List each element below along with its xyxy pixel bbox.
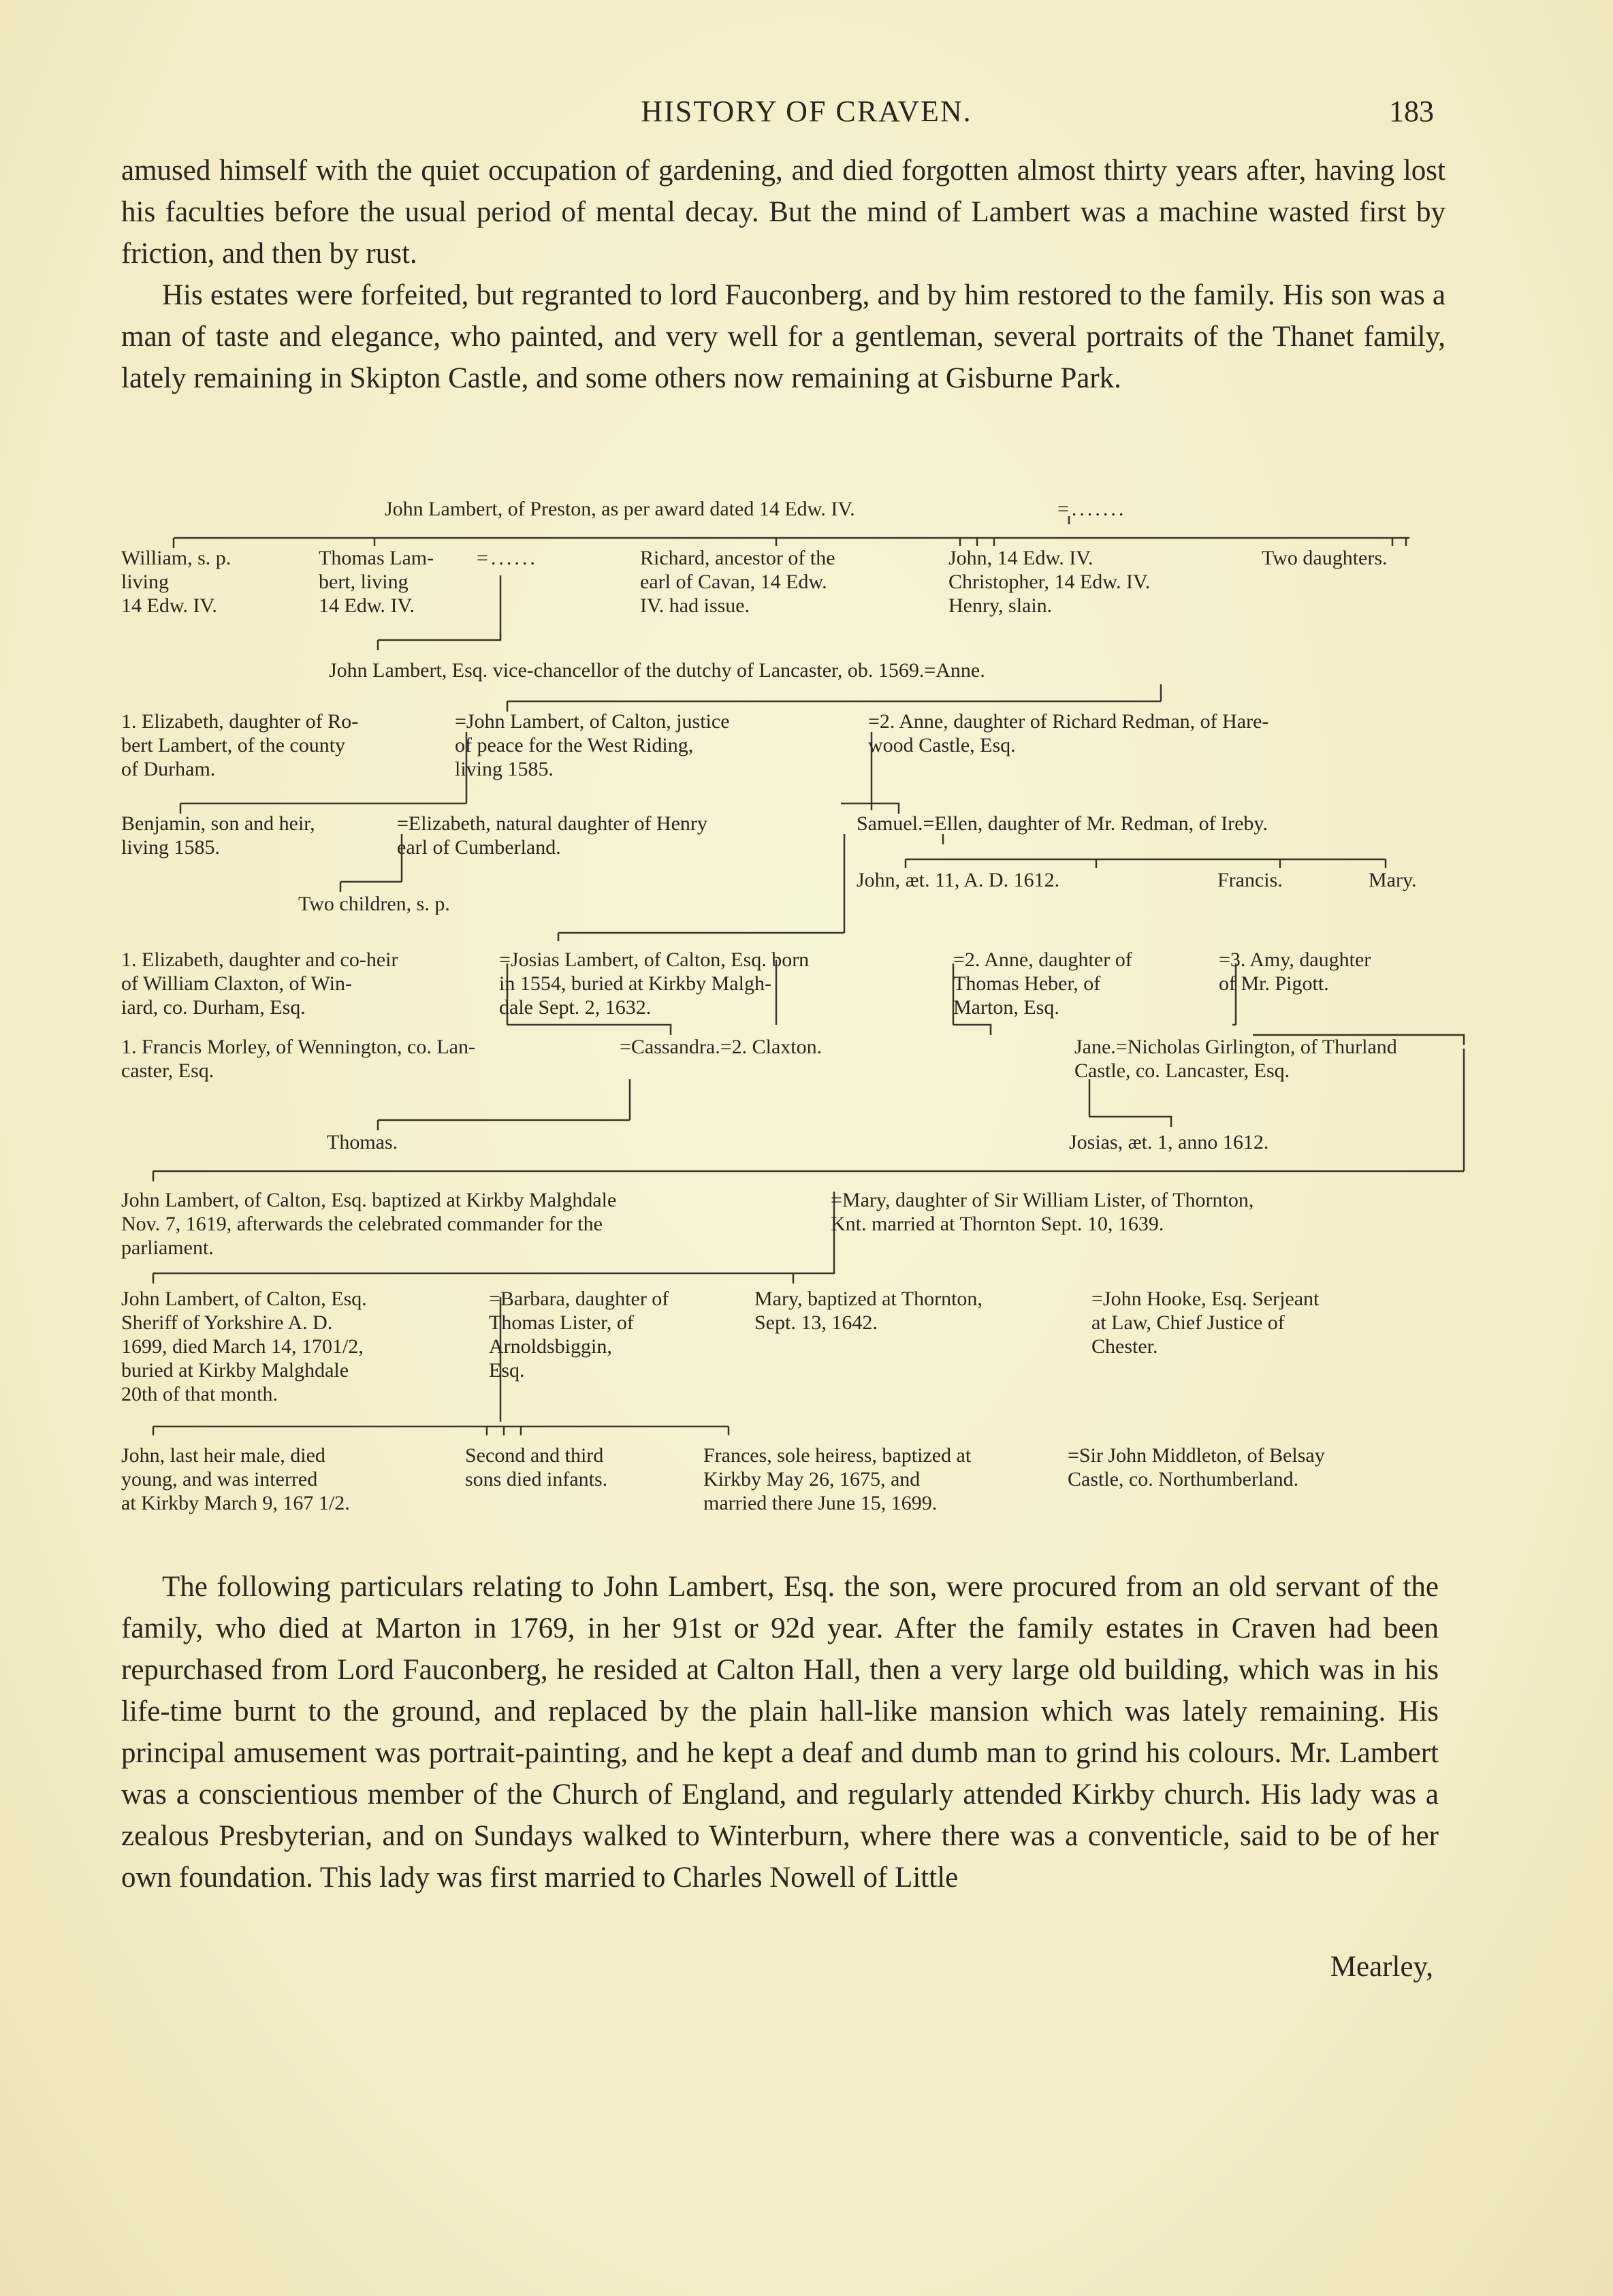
mary-hooke-entry: Mary, baptized at Thornton, Sept. 13, 1642. [754, 1288, 983, 1334]
amy-pigott-entry: =3. Amy, daughter of Mr. Pigott. [1219, 948, 1371, 995]
page-number: 183 [1389, 95, 1434, 128]
preston-marriage-dots: =....... [1057, 498, 1127, 520]
elizabeth-natural-daughter: =Elizabeth, natural daughter of Henry earl of Cumberland. [397, 812, 707, 859]
richard-entry: Richard, ancestor of the earl of Cavan, 14 Edw. IV. had issue. [640, 547, 835, 617]
running-title: HISTORY OF CRAVEN. [641, 95, 972, 128]
john-last-heir-entry: John, last heir male, died young, and was interred at Kirkby March 9, 167 1/2. [121, 1444, 350, 1514]
mary-entry: Mary. [1369, 869, 1417, 891]
thomas-morley-entry: Thomas. [327, 1131, 398, 1153]
benjamin-entry: Benjamin, son and heir, living 1585. [121, 812, 315, 859]
john-aet-11-entry: John, æt. 11, A. D. 1612. [857, 869, 1060, 891]
john-middleton-entry: =Sir John Middleton, of Belsay Castle, co. Northumberland. [1068, 1444, 1325, 1490]
john-lambert-general-entry: John Lambert, of Calton, Esq. baptized at Kirkby Malghdale Nov. 7, 1619, afterwards the celebrated commander for the parliament. [121, 1189, 617, 1259]
catchword: Mearley, [1330, 1951, 1433, 1983]
francis-morley-entry: 1. Francis Morley, of Wennington, co. Lan- caster, Esq. [121, 1036, 475, 1082]
john-christopher-henry-entry: John, 14 Edw. IV. Christopher, 14 Edw. IV. Henry, slain. [948, 547, 1151, 617]
frances-heiress-entry: Frances, sole heiress, baptized at Kirkby May 26, 1675, and married there June 15, 1699. [703, 1444, 972, 1514]
elizabeth-first-wife: 1. Elizabeth, daughter of Ro- bert Lambert, of the county of Durham. [121, 710, 359, 780]
josias-lambert-entry: =Josias Lambert, of Calton, Esq. born in 1554, buried at Kirkby Malgh- dale Sept. 2, 1632. [499, 948, 810, 1019]
intro-paragraph-1: amused himself with the quiet occupation of gardening, and died forgotten almost thirty years after, having lost his faculties before the usual period of mental decay. But the mind of Lambert was a machine wasted first by friction, and then by rust. [121, 155, 1446, 270]
john-lambert-vice-chancellor: John Lambert, Esq. vice-chancellor of the dutchy of Lancaster, ob. 1569.=Anne. [329, 659, 985, 682]
anne-heber-entry: =2. Anne, daughter of Thomas Heber, of Marton, Esq. [953, 948, 1132, 1019]
elizabeth-claxton-entry: 1. Elizabeth, daughter and co-heir of William Claxton, of Win- iard, co. Durham, Esq. [121, 948, 398, 1019]
francis-entry: Francis. [1217, 869, 1283, 891]
john-lambert-calton-justice: =John Lambert, of Calton, justice of peace for the West Riding, living 1585. [455, 710, 730, 780]
cassandra-claxton-entry: =Cassandra.=2. Claxton. [620, 1036, 823, 1058]
john-lambert-sheriff-entry: John Lambert, of Calton, Esq. Sheriff of Yorkshire A. D. 1699, died March 14, 1701/2, buried at Kirkby Malghdale 20th of that month. [121, 1288, 367, 1405]
barbara-lister-entry: =Barbara, daughter of Thomas Lister, of Arnoldsbiggin, Esq. [489, 1288, 669, 1382]
john-lambert-preston: John Lambert, of Preston, as per award dated 14 Edw. IV. [385, 498, 855, 520]
mary-lister-entry: =Mary, daughter of Sir William Lister, of Thornton, Knt. married at Thornton Sept. 10, 1639. [831, 1189, 1254, 1235]
sons-died-infants-entry: Second and third sons died infants. [465, 1444, 608, 1490]
samuel-ellen-entry: Samuel.=Ellen, daughter of Mr. Redman, of Ireby. [857, 812, 1268, 835]
two-daughters-entry: Two daughters. [1262, 547, 1388, 569]
william-entry: William, s. p. living 14 Edw. IV. [121, 547, 231, 617]
thomas-marriage-dots: =...... [477, 547, 538, 569]
intro-paragraph-2: His estates were forfeited, but regranted to lord Fauconberg, and by him restored to the family. His son was a man of taste and elegance, who painted, and very well for a gentleman, several portraits of the Thanet family, lately remaining in Skipton Castle, and some others now remaining at Gisburne Park. [121, 279, 1446, 394]
two-children-entry: Two children, s. p. [298, 893, 450, 915]
anne-redman-second-wife: =2. Anne, daughter of Richard Redman, of Hare- wood Castle, Esq. [868, 710, 1269, 756]
closing-text: The following particulars relating to John Lambert, Esq. the son, were procured from an old servant of the family, who died at Marton in 1769, in her 91st or 92d year. After the family estates in Craven had been repurchased from Lord Fauconberg, he resided at Calton Hall, then a very large old building, which was in his life-time burnt to the ground, and replaced by the plain hall-like mansion which was lately remaining. His principal amusement was portrait-painting, and he kept a deaf and dumb man to grind his colours. Mr. Lambert was a conscientious member of the Church of England, and regularly attended Kirkby church. His lady was a zealous Presbyterian, and on Sundays walked to Winterburn, where there was a conventicle, said to be of her own foundation. This lady was first married to Charles Nowell of Little [121, 1571, 1439, 1894]
josias-aet-1-entry: Josias, æt. 1, anno 1612. [1069, 1131, 1269, 1153]
thomas-lambert-entry: Thomas Lam- bert, living 14 Edw. IV. [319, 547, 434, 617]
jane-girlington-entry: Jane.=Nicholas Girlington, of Thurland Castle, co. Lancaster, Esq. [1074, 1036, 1397, 1082]
john-hooke-entry: =John Hooke, Esq. Serjeant at Law, Chief Justice of Chester. [1091, 1288, 1320, 1358]
